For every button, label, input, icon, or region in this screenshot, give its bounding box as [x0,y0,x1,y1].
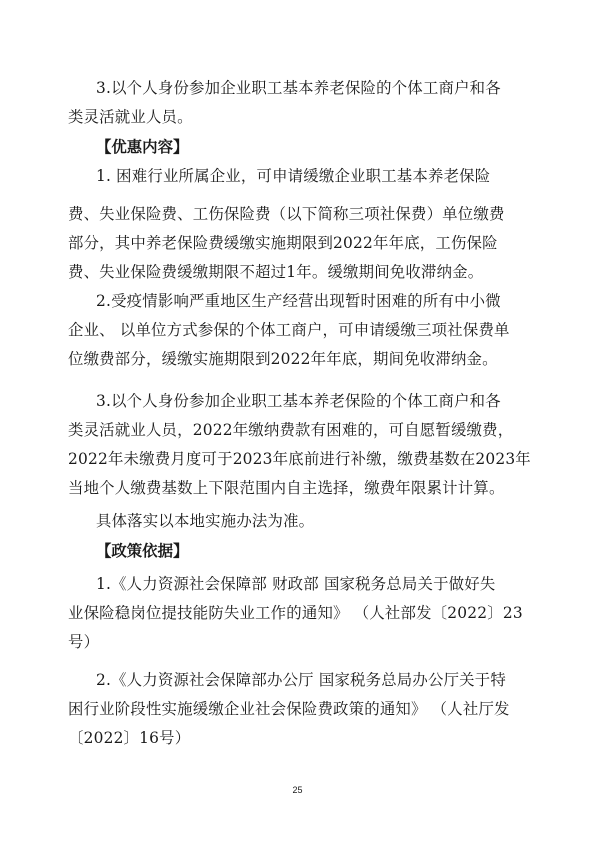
paragraph-line: 位缴费部分，缓缴实施期限到2022年年底，期间免收滞纳金。 [68,350,498,368]
paragraph-line: 2022年未缴费月度可于2023年底前进行补缴，缴费基数在2023年 [68,450,531,468]
paragraph-line: 2.《人力资源社会保障部办公厅 国家税务总局办公厅关于特 [96,671,506,689]
paragraph-line: 1.《人力资源社会保障部 财政部 国家税务总局关于做好失 [96,575,496,593]
paragraph-line: 3.以个人身份参加企业职工基本养老保险的个体工商户和各 [96,392,501,410]
section-heading-basis: 【政策依据】 [96,542,189,560]
paragraph-line: 类灵活就业人员。 [68,108,193,126]
paragraph-line: 2.受疫情影响严重地区生产经营出现暂时困难的所有中小微 [96,292,501,310]
paragraph-line: 类灵活就业人员，2022年缴纳费款有困难的，可自愿暂缓缴费， [68,421,514,439]
section-heading-benefits: 【优惠内容】 [96,138,189,156]
paragraph-line: 当地个人缴费基数上下限范围内自主选择，缴费年限累计计算。 [68,479,505,497]
paragraph-line: 3.以个人身份参加企业职工基本养老保险的个体工商户和各 [96,79,501,97]
paragraph-line: 〔2022〕16号） [68,729,191,747]
paragraph-line: 1. 困难行业所属企业，可申请缓缴企业职工基本养老保险 [96,167,491,185]
paragraph-line: 费、失业保险费缓缴期限不超过1年。缓缴期间免收滞纳金。 [68,263,484,281]
paragraph-line: 具体落实以本地实施办法为准。 [96,512,315,530]
paragraph-line: 号） [68,633,100,651]
paragraph-line: 部分，其中养老保险费缓缴实施期限到2022年年底，工伤保险 [68,234,498,252]
paragraph-line: 业保险稳岗位提技能防失业工作的通知》 （人社部发〔2022〕23 [68,604,523,622]
paragraph-line: 困行业阶段性实施缓缴企业社会保险费政策的通知》 （人社厅发 [68,700,510,718]
page-number: 25 [292,785,303,795]
paragraph-line: 企业、 以单位方式参保的个体工商户，可申请缓缴三项社保费单 [68,321,510,339]
paragraph-line: 费、失业保险费、工伤保险费（以下简称三项社保费）单位缴费 [68,205,505,223]
